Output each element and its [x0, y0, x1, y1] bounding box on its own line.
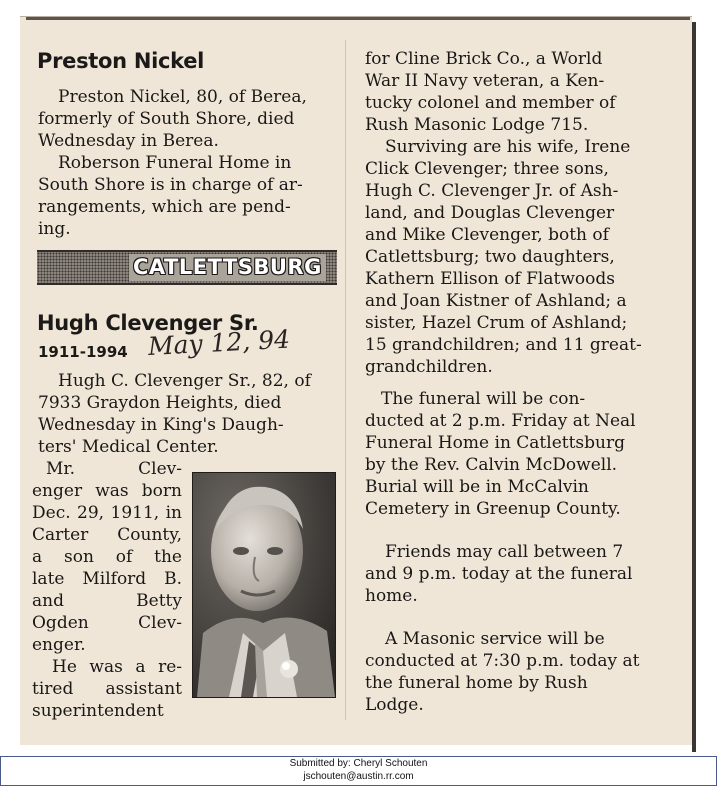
portrait-photo [192, 472, 336, 698]
funeral-details [365, 388, 667, 520]
text-line: Click Clevenger; three sons, [365, 159, 609, 179]
column-divider [345, 40, 346, 720]
visitation-details [365, 541, 667, 607]
text-line: Wednesday in King's Daugh- [38, 415, 284, 435]
portrait-photo-illustration [193, 473, 335, 697]
text-line: late Milford B. [32, 569, 182, 589]
obituary-life-dates: 1911-1994 [38, 343, 128, 361]
text-line: ducted at 2 p.m. Friday at Neal [365, 411, 636, 431]
text-line: War II Navy veteran, a Ken- [365, 71, 605, 91]
text-line: superintendent [32, 701, 164, 721]
text-line: Funeral Home in Catlettsburg [365, 433, 625, 453]
text-line: South Shore is in charge of ar- [38, 175, 303, 195]
text-line: and Mike Clevenger, both of [365, 225, 609, 245]
text-line: home. [365, 586, 418, 606]
section-banner [37, 250, 337, 285]
text-line: 15 grandchildren; and 11 great- [365, 335, 642, 355]
text-line: A Masonic service will be [385, 629, 605, 649]
text-line: formerly of South Shore, died [38, 109, 295, 129]
masonic-service-details [365, 628, 667, 716]
text-line: tired assistant [32, 679, 182, 699]
text-line: conducted at 7:30 p.m. today at [365, 651, 640, 671]
text-line: and 9 p.m. today at the funeral [365, 564, 633, 584]
text-line: Cemetery in Greenup County. [365, 499, 621, 519]
text-line: grandchildren. [365, 357, 493, 377]
text-line: and Joan Kistner of Ashland; a [365, 291, 627, 311]
text-line: for Cline Brick Co., a World [365, 49, 603, 69]
obituary-right-column [365, 48, 667, 378]
section-banner-label: CATLETTSBURG [129, 254, 326, 281]
text-line: Roberson Funeral Home in [58, 153, 292, 173]
text-line: enger was born [32, 481, 182, 501]
text-line: by the Rev. Calvin McDowell. [365, 455, 618, 475]
text-line: and Betty [32, 591, 182, 611]
text-line: Dec. 29, 1911, in [32, 503, 182, 523]
submission-caption [0, 756, 717, 786]
submitted-by-text: Submitted by: Cheryl Schouten [289, 758, 428, 769]
text-line: He was a re- [52, 657, 182, 677]
obituary-intro [38, 370, 337, 458]
text-line: Catlettsburg; two daughters, [365, 247, 615, 267]
text-line: the funeral home by Rush [365, 673, 588, 693]
text-line: Carter County, [32, 525, 182, 545]
text-line: Wednesday in Berea. [38, 131, 219, 151]
text-line: 7933 Graydon Heights, died [38, 393, 282, 413]
text-line: Burial will be in McCalvin [365, 477, 589, 497]
text-line: enger. [32, 635, 86, 655]
text-line: Lodge. [365, 695, 424, 715]
text-line: ters' Medical Center. [38, 437, 219, 457]
clipping-shadow-edge [692, 22, 696, 752]
handwritten-date-note: May 12, 94 [147, 324, 291, 361]
text-line: Preston Nickel, 80, of Berea, [58, 87, 307, 107]
text-line: ing. [38, 219, 71, 239]
text-line: a son of the [32, 547, 182, 567]
text-line: rangements, which are pend- [38, 197, 291, 217]
text-line: Hugh C. Clevenger Jr. of Ash- [365, 181, 619, 201]
text-line: tucky colonel and member of [365, 93, 616, 113]
text-line: land, and Douglas Clevenger [365, 203, 615, 223]
obituary-wrap-text [32, 458, 182, 722]
submitter-email: jschouten@austin.rr.com [303, 771, 414, 782]
obituary-body-preston-nickel [38, 86, 337, 240]
text-line: Rush Masonic Lodge 715. [365, 115, 589, 135]
text-line: Friends may call between 7 [385, 542, 624, 562]
text-line: Ogden Clev- [32, 613, 182, 633]
text-line: Kathern Ellison of Flatwoods [365, 269, 615, 289]
text-line: Surviving are his wife, Irene [385, 137, 631, 157]
obituary-headline-hugh-clevenger: Hugh Clevenger Sr. [37, 311, 259, 335]
clipping-top-rule [26, 17, 690, 20]
text-line: Hugh C. Clevenger Sr., 82, of [58, 371, 311, 391]
obituary-headline-preston-nickel: Preston Nickel [37, 49, 205, 73]
text-line: sister, Hazel Crum of Ashland; [365, 313, 628, 333]
text-line: Mr. Clev- [46, 459, 182, 479]
text-line: The funeral will be con- [381, 389, 586, 409]
